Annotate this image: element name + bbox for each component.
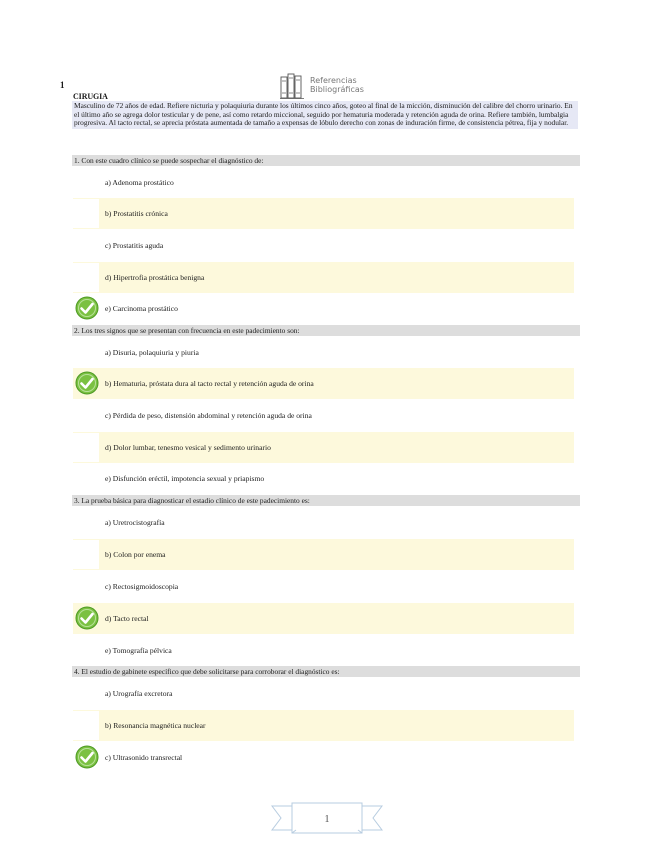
question-3-text: 3. La prueba básica para diagnosticar el estadio clínico de este padecimiento es:	[72, 495, 580, 506]
option-label: d) Tacto rectal	[105, 614, 149, 623]
option-label: a) Adenoma prostático	[105, 178, 174, 187]
answer-option[interactable]	[73, 262, 574, 293]
answer-option-correct[interactable]	[73, 603, 574, 634]
answer-option[interactable]	[73, 571, 574, 602]
answer-box	[73, 711, 99, 740]
option-label: b) Resonancia magnética nuclear	[105, 721, 206, 730]
answer-box	[73, 199, 99, 228]
check-icon	[75, 296, 99, 320]
question-1-text: 1. Con este cuadro clínico se puede sospechar el diagnóstico de:	[72, 155, 580, 166]
answer-option[interactable]	[73, 539, 574, 570]
answer-box	[73, 433, 99, 462]
books-icon	[280, 71, 306, 99]
answer-option[interactable]	[73, 167, 574, 198]
answer-option[interactable]	[73, 400, 574, 431]
answer-option[interactable]	[73, 432, 574, 463]
option-label: b) Prostatitis crónica	[105, 209, 168, 218]
option-label: a) Uretrocistografía	[105, 518, 165, 527]
question-2-text: 2. Los tres signos que se presentan con frecuencia en este padecimiento son:	[72, 325, 580, 336]
option-label: c) Rectosigmoidoscopia	[105, 582, 179, 591]
answer-option[interactable]	[73, 230, 574, 261]
logo-line-1: Referencias	[310, 76, 357, 85]
footer-page-badge	[270, 802, 384, 834]
check-icon	[75, 606, 99, 630]
option-label: a) Disuria, polaquiuria y piuria	[105, 348, 199, 357]
option-label: c) Pérdida de peso, distensión abdominal y retención aguda de orina	[105, 411, 312, 420]
answer-option-correct[interactable]	[73, 742, 574, 773]
option-label: e) Carcinoma prostático	[105, 304, 178, 313]
answer-box	[73, 263, 99, 292]
answer-option[interactable]	[73, 710, 574, 741]
answer-option-correct[interactable]	[73, 368, 574, 399]
option-label: d) Hipertrofia prostática benigna	[105, 273, 205, 282]
answer-option[interactable]	[73, 463, 574, 494]
answer-option[interactable]	[73, 507, 574, 538]
check-icon	[75, 371, 99, 395]
option-label: b) Hematuria, próstata dura al tacto rectal y retención aguda de orina	[105, 379, 314, 388]
logo-line-2: Bibliográficas	[310, 85, 364, 94]
page-marker: 1	[60, 80, 65, 90]
option-label: e) Disfunción eréctil, impotencia sexual y priapismo	[105, 474, 265, 483]
footer-page-number: 1	[324, 814, 330, 825]
section-title: CIRUGIA	[73, 92, 108, 101]
option-label: d) Dolor lumbar, tenesmo vesical y sedimento urinario	[105, 443, 271, 452]
option-label: c) Ultrasonido transrectal	[105, 753, 183, 762]
case-description: Masculino de 72 años de edad. Refiere nicturia y polaquiuria durante los últimos cinco años, goteo al final de la micción, disminución del calibre del chorro urinario. En el último año se agrega dolor testicular y de pene, así como retardo miccional, seguido por hematuria moderada y retención aguda de orina. Refiere también, lumbalgia progresiva. Al tacto rectal, se aprecia próstata aumentada de tamaño a expensas de lóbulo derecho con zonas de induración firme, de consistencia pétrea, fija y nodular.	[72, 101, 578, 129]
answer-box	[73, 540, 99, 569]
answer-option[interactable]	[73, 337, 574, 368]
answer-option-correct[interactable]	[73, 293, 574, 324]
option-label: a) Urografía excretora	[105, 689, 173, 698]
answer-option[interactable]	[73, 635, 574, 666]
answer-option[interactable]	[73, 198, 574, 229]
question-4-text: 4. El estudio de gabinete específico que debe solicitarse para corroborar el diagnóstico es:	[72, 666, 580, 677]
answer-option[interactable]	[73, 678, 574, 709]
check-icon	[75, 745, 99, 769]
option-label: c) Prostatitis aguda	[105, 241, 164, 250]
option-label: b) Colon por enema	[105, 550, 166, 559]
referencias-logo	[280, 70, 400, 100]
option-label: e) Tomografía pélvica	[105, 646, 172, 655]
